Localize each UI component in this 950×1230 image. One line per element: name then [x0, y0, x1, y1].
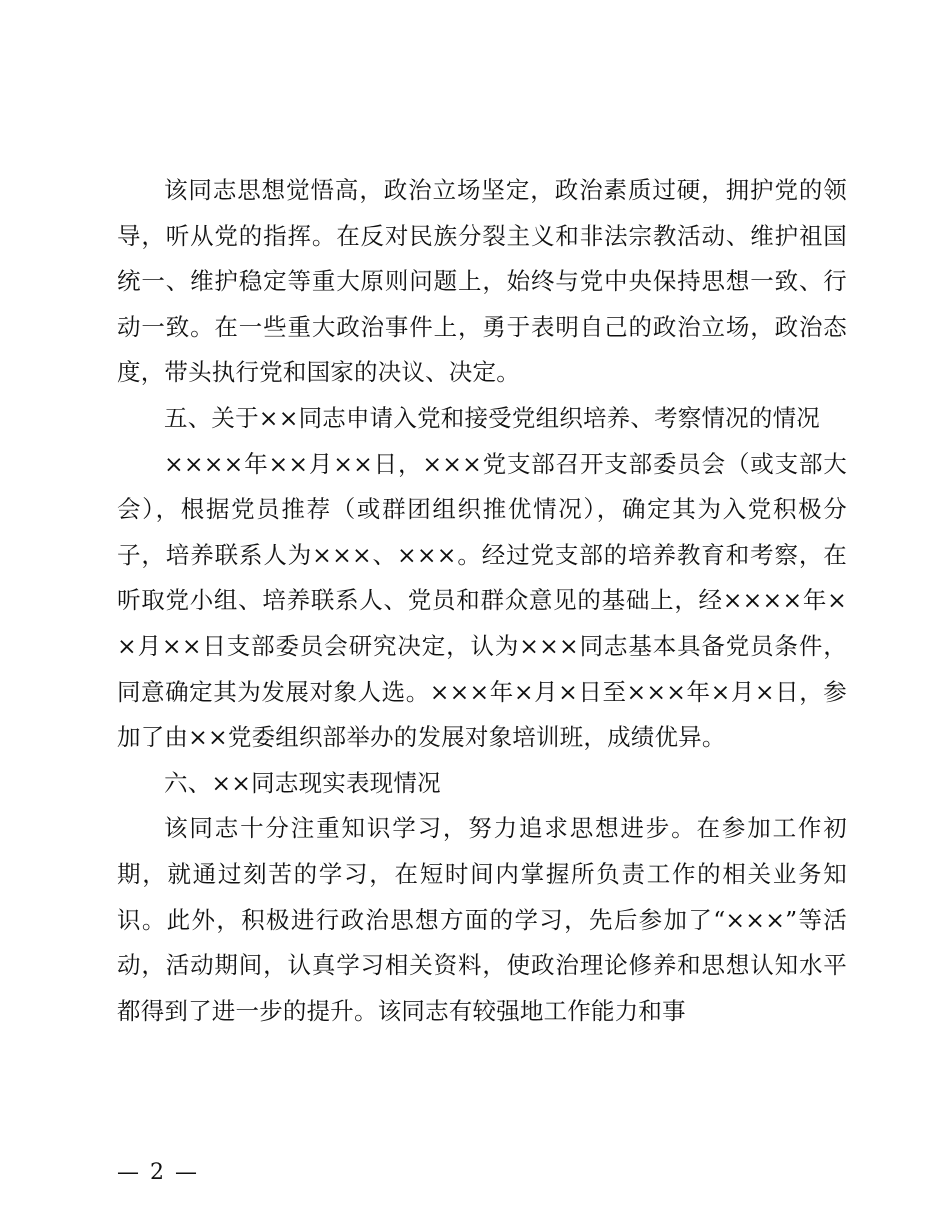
paragraph-party-application: ××××年××月××日，×××党支部召开支部委员会（或支部大会），根据党员推荐（或群团组织推优情况），确定其为入党积极分子，培养联系人为×××、×××。经过党支部的培养教育和考察，在听取党小组、培养联系人、党员和群众意见的基础上，经××××年××月××日支部委员会研究决定，认为×××同志基本具备党员条件，同意确定其为发展对象人选。×××年×月×日至×××年×月×日，参加了由××党委组织部举办的发展对象培训班，成绩优异。 — [117, 449, 847, 752]
section-heading-six: 六、××同志现实表现情况 — [164, 768, 441, 797]
section-heading-five: 五、关于××同志申请入党和接受党组织培养、考察情况的情况 — [164, 403, 820, 432]
page-number: — 2 — — [117, 1160, 199, 1185]
document-body — [117, 168, 847, 1034]
paragraph-political-stance: 该同志思想觉悟高，政治立场坚定，政治素质过硬，拥护党的领导，听从党的指挥。在反对民族分裂主义和非法宗教活动、维护祖国统一、维护稳定等重大原则问题上，始终与党中央保持思想一致、行动一致。在一些重大政治事件上，勇于表明自己的政治立场，政治态度，带头执行党和国家的决议、决定。 — [117, 176, 847, 387]
paragraph-current-performance: 该同志十分注重知识学习，努力追求思想进步。在参加工作初期，就通过刻苦的学习，在短时间内掌握所负责工作的相关业务知识。此外，积极进行政治思想方面的学习，先后参加了“×××”等活动，活动期间，认真学习相关资料，使政治理论修养和思想认知水平都得到了进一步的提升。该同志有较强地工作能力和事 — [117, 814, 847, 1025]
